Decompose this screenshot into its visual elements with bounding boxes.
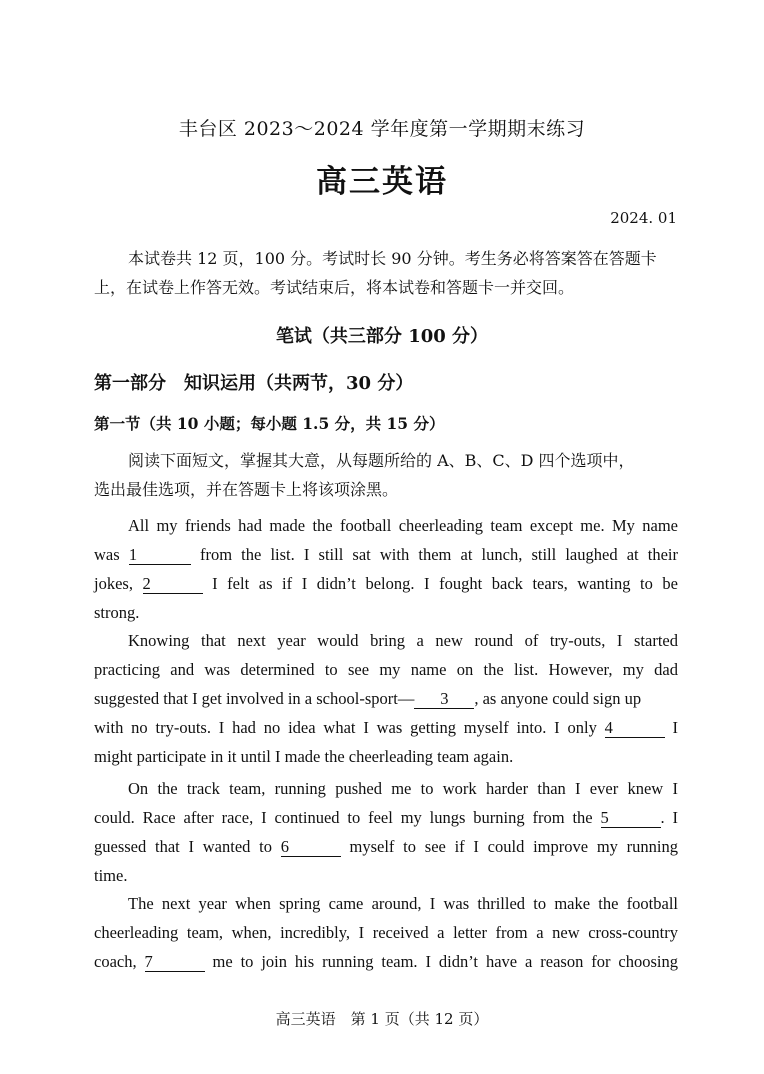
- p1-line-3: [94, 569, 678, 598]
- exam-date: 2024. 01: [610, 209, 677, 227]
- passage-paragraph-4: [94, 889, 678, 976]
- p4-line-1: The next year when spring came around, I was thrilled to make the football: [128, 894, 678, 913]
- part-one-heading: 第一部分 知识运用（共两节，30 分）: [94, 373, 414, 394]
- p4-line-2: cheerleading team, when, incredibly, I received a letter from a new cross-country: [94, 923, 678, 942]
- p1-line-2: [94, 540, 678, 569]
- p1-line-3-b: I felt as if I didn’t belong. I fought back tears, wanting to be: [212, 574, 679, 593]
- p3-line-2-b: . I: [660, 808, 679, 827]
- blank-1: 1: [129, 546, 191, 565]
- passage-paragraph-2: [94, 626, 678, 771]
- directions-line-2: 选出最佳选项，并在答题卡上将该项涂黑。: [94, 480, 399, 499]
- blank-6: 6: [281, 838, 341, 857]
- page-footer: 高三英语 第 1 页（共 12 页）: [275, 1010, 489, 1028]
- p4-line-3-a: coach,: [94, 952, 137, 971]
- exam-title: 丰台区 2023～2024 学年度第一学期期末练习: [178, 118, 586, 140]
- instructions: [94, 244, 678, 302]
- p2-line-4-b: I: [672, 718, 679, 737]
- p4-line-3: [94, 947, 678, 976]
- p2-line-4: [94, 713, 678, 742]
- p2-line-3-a: suggested that I get involved in a school-sport—: [94, 689, 415, 708]
- p4-line-3-b: me to join his running team. I didn’t have a reason for choosing: [212, 952, 679, 971]
- instructions-line-1: 本试卷共 12 页，100 分。考试时长 90 分钟。考生务必将答案答在答题卡: [128, 249, 657, 268]
- p2-line-5: might participate in it until I made the cheerleading team again.: [94, 747, 514, 766]
- p3-line-3: [94, 832, 678, 861]
- directions-line-1: 阅读下面短文，掌握其大意，从每题所给的 A、B、C、D 四个选项中，: [128, 451, 635, 470]
- p2-line-2: practicing and was determined to see my name on the list. However, my dad: [94, 660, 678, 679]
- passage-paragraph-1: [94, 511, 678, 627]
- instructions-line-2: 上，在试卷上作答无效。考试结束后，将本试卷和答题卡一并交回。: [94, 278, 575, 297]
- p3-line-3-b: myself to see if I could improve my running: [349, 837, 679, 856]
- p3-line-3-a: guessed that I wanted to: [94, 837, 272, 856]
- p3-line-4: time.: [94, 866, 128, 885]
- p3-line-2-a: could. Race after race, I continued to feel my lungs burning from the: [94, 808, 593, 827]
- p2-line-1: Knowing that next year would bring a new round of try-outs, I started: [128, 631, 678, 650]
- p3-line-2: [94, 803, 678, 832]
- p1-line-2-a: was: [94, 545, 120, 564]
- blank-2: 2: [143, 575, 203, 594]
- p1-line-4: strong.: [94, 603, 140, 622]
- p2-line-3-b: , as anyone could sign up: [474, 689, 642, 708]
- directions: [94, 446, 678, 504]
- subject-title: 高三英语: [316, 164, 448, 200]
- written-section-heading: 笔试（共三部分 100 分）: [275, 326, 489, 347]
- section-one-heading: 第一节（共 10 小题；每小题 1.5 分，共 15 分）: [94, 414, 445, 433]
- p1-line-3-a: jokes,: [94, 574, 133, 593]
- blank-3: 3: [414, 690, 474, 709]
- blank-4: 4: [605, 719, 665, 738]
- passage-paragraph-3: [94, 774, 678, 890]
- blank-7: 7: [145, 953, 205, 972]
- p1-line-2-b: from the list. I still sat with them at lunch, still laughed at their: [199, 545, 679, 564]
- blank-5: 5: [601, 809, 661, 828]
- p2-line-3: [94, 684, 678, 713]
- p2-line-4-a: with no try-outs. I had no idea what I was getting myself into. I only: [94, 718, 597, 737]
- p1-line-1: All my friends had made the football cheerleading team except me. My name: [128, 516, 678, 535]
- p3-line-1: On the track team, running pushed me to work harder than I ever knew I: [128, 779, 678, 798]
